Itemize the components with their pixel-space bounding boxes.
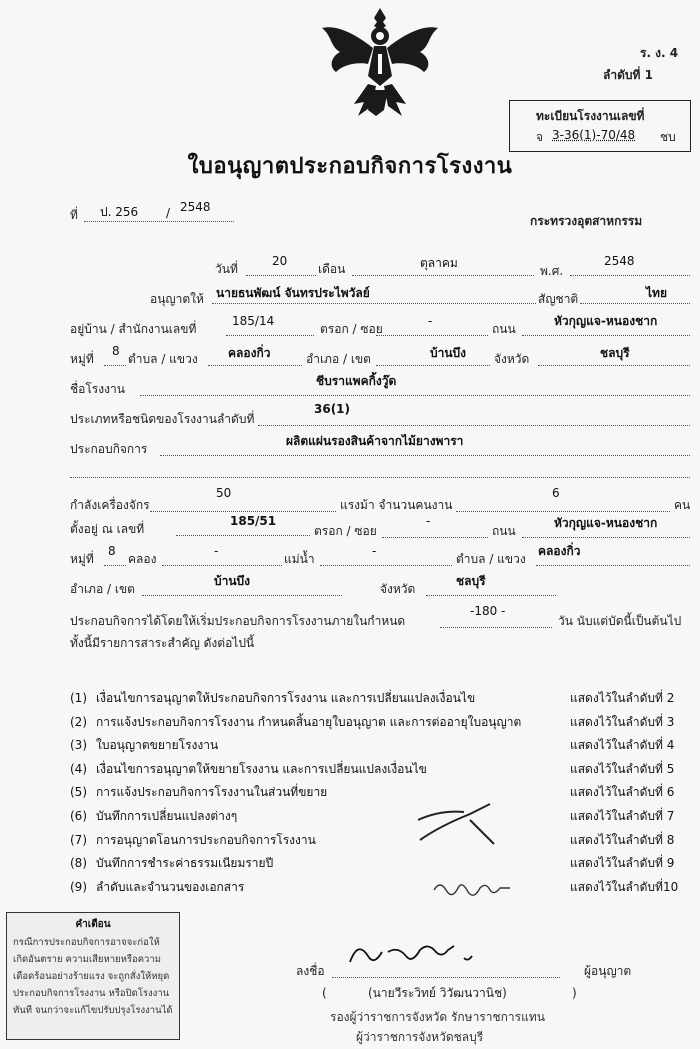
address-amphoe: บ้านบึง xyxy=(430,346,467,360)
list-item xyxy=(70,807,237,826)
location-label: ตั้งอยู่ ณ เลขที่ xyxy=(70,522,145,536)
registration-box xyxy=(509,100,691,152)
handwritten-initial xyxy=(430,876,520,900)
item-text: ลำดับและจำนวนของเอกสาร xyxy=(96,880,245,894)
permit-no-label: ที่ xyxy=(70,208,78,222)
location-canal-label: คลอง xyxy=(128,552,157,566)
item-number: (1) xyxy=(70,691,87,705)
permit-no-slash: / xyxy=(166,206,171,220)
date-year-label: พ.ศ. xyxy=(540,264,564,278)
item-text: ใบอนุญาตขยายโรงงาน xyxy=(96,738,219,752)
item-text: การแจ้งประกอบกิจการโรงงาน กำหนดสิ้นอายุใบอนุญาต และการต่ออายุใบอนุญาต xyxy=(96,715,522,729)
machine-power-label: กำลังเครื่องจักร xyxy=(70,498,150,512)
address-road: หัวกุญแจ-หนองชาก xyxy=(554,314,658,328)
item-number: (5) xyxy=(70,785,87,799)
close-paren: ) xyxy=(572,986,577,1000)
date-month: ตุลาคม xyxy=(420,256,458,270)
garuda-emblem-icon xyxy=(318,6,442,126)
permit-no-value-b: 2548 xyxy=(180,200,211,214)
signer-position-1: รองผู้ว่าราชการจังหวัด รักษาราชการแทน xyxy=(330,1010,545,1024)
location-river: - xyxy=(372,544,377,558)
item-ref: แสดงไว้ในลำดับที่ 8 xyxy=(570,833,675,847)
sequence-number: ลำดับที่ 1 xyxy=(603,68,653,82)
open-paren: ( xyxy=(322,986,327,1000)
location-number: 185/51 xyxy=(230,514,277,528)
location-canal: - xyxy=(214,544,219,558)
address-soi: - xyxy=(428,314,433,328)
signer-name: (นายวีระวิทย์ วิวัฒนวานิช) xyxy=(368,986,507,1000)
list-item xyxy=(70,689,475,708)
location-amphoe-label: อำเภอ / เขต xyxy=(70,582,135,596)
start-note: ทั้งนี้มีรายการสาระสำคัญ ดังต่อไปนี้ xyxy=(70,636,255,650)
list-item xyxy=(70,783,327,802)
item-text: การแจ้งประกอบกิจการโรงงานในส่วนที่ขยาย xyxy=(96,785,328,799)
item-number: (2) xyxy=(70,715,87,729)
address-province: ชลบุรี xyxy=(600,346,630,360)
factory-name-label: ชื่อโรงงาน xyxy=(70,382,125,396)
registration-label: ทะเบียนโรงงานเลขที่ xyxy=(536,109,645,123)
authorizer-label: ผู้อนุญาต xyxy=(584,964,632,978)
item-number: (9) xyxy=(70,880,87,894)
grantee-name: นายธนพัฒน์ จันทรประไพวัลย์ xyxy=(216,286,370,300)
address-amphoe-label: อำเภอ / เขต xyxy=(306,352,371,366)
warning-body: กรณีการประกอบกิจการอาจจะก่อให้เกิดอันตราย ความเสียหายหรือความเดือดร้อนอย่างร้ายแรง จะถูกสั่งให้หยุดประกอบกิจการโรงงาน หรือปิดโรงงานทันที จนกว่าจะแก้ไขปรับปรุงโรงงานได้ xyxy=(13,937,173,1016)
item-number: (8) xyxy=(70,856,87,870)
ministry-label: กระทรวงอุตสาหกรรม xyxy=(530,214,643,228)
item-text: การอนุญาตโอนการประกอบกิจการโรงงาน xyxy=(96,833,316,847)
nationality-value: ไทย xyxy=(646,286,667,300)
workers-value: 6 xyxy=(552,486,560,500)
grantee-label: อนุญาตให้ xyxy=(150,292,204,306)
item-ref: แสดงไว้ในลำดับที่10 xyxy=(570,880,679,894)
item-ref: แสดงไว้ในลำดับที่ 9 xyxy=(570,856,675,870)
location-moo-label: หมู่ที่ xyxy=(70,552,94,566)
address-province-label: จังหวัด xyxy=(494,352,530,366)
location-province: ชลบุรี xyxy=(456,574,486,588)
address-tambon-label: ตำบล / แขวง xyxy=(128,352,198,366)
sign-label: ลงชื่อ xyxy=(296,964,325,978)
address-tambon: คลองกิ่ว xyxy=(228,346,271,360)
registration-prefix: จ xyxy=(536,130,544,144)
item-ref: แสดงไว้ในลำดับที่ 4 xyxy=(570,738,675,752)
factory-name: ชีบราแพคกิ้งวู๊ด xyxy=(316,374,397,388)
location-moo: 8 xyxy=(108,544,116,558)
location-amphoe: บ้านบึง xyxy=(214,574,251,588)
location-road-label: ถนน xyxy=(492,524,516,538)
handwritten-mark xyxy=(410,800,510,850)
item-number: (6) xyxy=(70,809,87,823)
warning-box xyxy=(6,912,180,1040)
location-road: หัวกุญแจ-หนองชาก xyxy=(554,516,658,530)
location-river-label: แม่น้ำ xyxy=(284,552,315,566)
list-item xyxy=(70,831,316,850)
list-item xyxy=(70,760,427,779)
location-province-label: จังหวัด xyxy=(380,582,416,596)
item-text: บันทึกการชำระค่าธรรมเนียมรายปี xyxy=(96,856,274,870)
list-item xyxy=(70,854,273,873)
signer-position-2: ผู้ว่าราชการจังหวัดชลบุรี xyxy=(356,1030,484,1044)
address-moo-label: หมู่ที่ xyxy=(70,352,94,366)
page-title: ใบอนุญาตประกอบกิจการโรงงาน xyxy=(187,154,513,179)
date-year: 2548 xyxy=(604,254,635,268)
item-text: เงื่อนไขการอนุญาตให้ขยายโรงงาน และการเปลี่ยนแปลงเงื่อนไข xyxy=(96,762,427,776)
form-code: ร. ง. 4 xyxy=(640,46,679,60)
list-item xyxy=(70,736,218,755)
machine-power-value: 50 xyxy=(216,486,232,500)
address-road-label: ถนน xyxy=(492,322,516,336)
address-number: 185/14 xyxy=(232,314,275,328)
start-days: -180 - xyxy=(470,604,506,618)
factory-type-label: ประเภทหรือชนิดของโรงงานลำดับที่ xyxy=(70,412,255,426)
item-ref: แสดงไว้ในลำดับที่ 2 xyxy=(570,691,675,705)
start-text: ประกอบกิจการได้โดยให้เริ่มประกอบกิจการโรงงานภายในกำหนด xyxy=(70,614,406,628)
address-soi-label: ตรอก / ซอย xyxy=(320,322,383,336)
address-moo: 8 xyxy=(112,344,120,358)
person-label: คน xyxy=(674,498,691,512)
factory-type: 36(1) xyxy=(314,402,351,416)
registration-number: 3-36(1)-70/48 xyxy=(552,128,636,142)
item-number: (7) xyxy=(70,833,87,847)
business-label: ประกอบกิจการ xyxy=(70,442,148,456)
item-text: เงื่อนไขการอนุญาตให้ประกอบกิจการโรงงาน และการเปลี่ยนแปลงเงื่อนไข xyxy=(96,691,476,705)
list-item xyxy=(70,878,244,897)
warning-heading: คำเตือน xyxy=(75,919,111,930)
address-label: อยู่บ้าน / สำนักงานเลขที่ xyxy=(70,322,197,336)
item-ref: แสดงไว้ในลำดับที่ 5 xyxy=(570,762,675,776)
location-soi-label: ตรอก / ซอย xyxy=(314,524,377,538)
date-day-label: วันที่ xyxy=(215,262,238,276)
hp-workers-label: แรงม้า จำนวนคนงาน xyxy=(340,498,453,512)
location-soi: - xyxy=(426,514,431,528)
location-tambon-label: ตำบล / แขวง xyxy=(456,552,526,566)
business-value: ผลิตแผ่นรองสินค้าจากไม้ยางพารา xyxy=(286,434,464,448)
signature-mark xyxy=(340,936,510,970)
permit-no-value-a: ป. 256 xyxy=(100,205,139,219)
date-day: 20 xyxy=(272,254,288,268)
item-ref: แสดงไว้ในลำดับที่ 7 xyxy=(570,809,675,823)
item-number: (4) xyxy=(70,762,87,776)
item-text: บันทึกการเปลี่ยนแปลงต่างๆ xyxy=(96,809,238,823)
date-month-label: เดือน xyxy=(318,262,346,276)
item-ref: แสดงไว้ในลำดับที่ 6 xyxy=(570,785,675,799)
start-tail: วัน นับแต่บัดนี้เป็นต้นไป xyxy=(558,614,682,628)
nationality-label: สัญชาติ xyxy=(538,292,579,306)
registration-suffix: ชบ xyxy=(660,130,676,144)
location-tambon: คลองกิ่ว xyxy=(538,544,581,558)
item-number: (3) xyxy=(70,738,87,752)
item-ref: แสดงไว้ในลำดับที่ 3 xyxy=(570,715,675,729)
list-item xyxy=(70,713,521,732)
